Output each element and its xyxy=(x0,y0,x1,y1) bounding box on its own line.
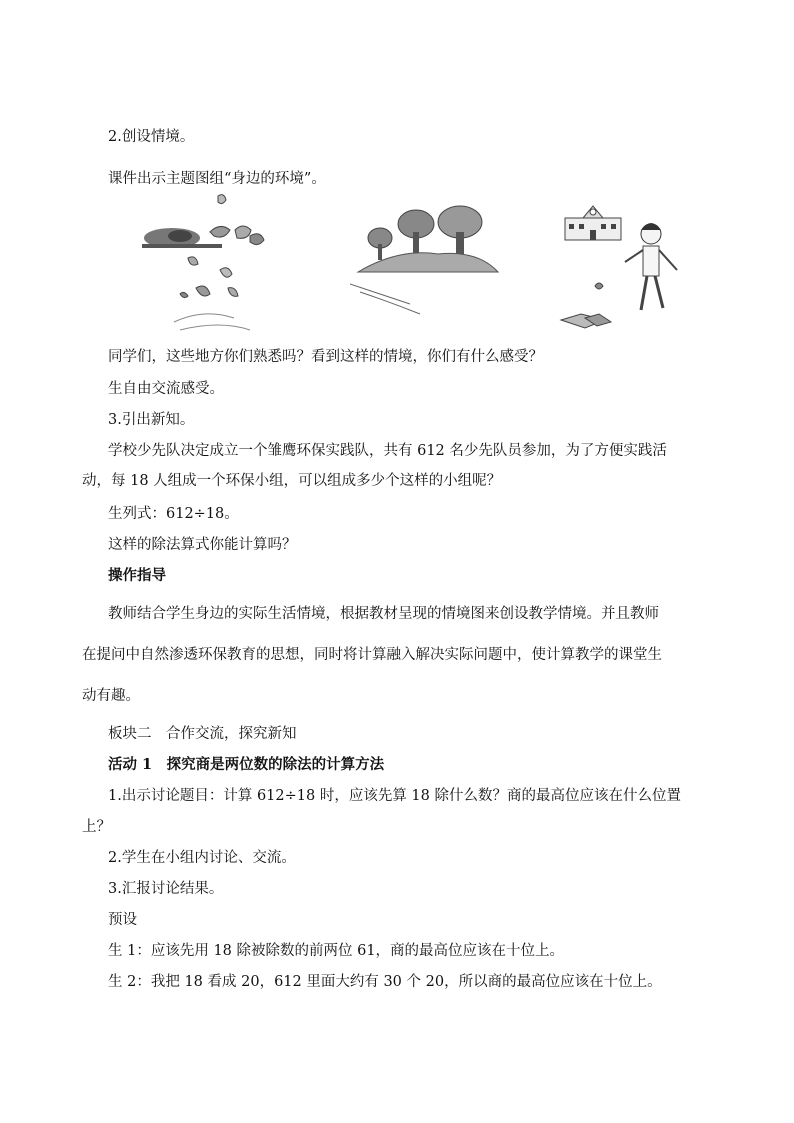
activity-1-heading: 活动 1 探究商是两位数的除法的计算方法 xyxy=(108,756,385,773)
question-line: 同学们，这些地方你们熟悉吗？看到这样的情境，你们有什么感受？ xyxy=(108,349,543,365)
block-2-heading: 板块二 合作交流，探究新知 xyxy=(108,726,297,742)
courseware-line: 课件出示主题图组“身边的环境”。 xyxy=(108,171,326,187)
trees-illustration xyxy=(350,192,500,342)
preset-label: 预设 xyxy=(108,912,137,928)
item-3-line: 3.汇报讨论结果。 xyxy=(108,881,224,897)
free-talk-line: 生自由交流感受。 xyxy=(108,381,224,397)
problem-line-2: 动，每 18 人组成一个环保小组，可以组成多少个这样的小组呢？ xyxy=(82,473,502,489)
can-compute-line: 这样的除法算式你能计算吗？ xyxy=(108,537,297,553)
student-1-line: 生 1：应该先用 18 除被除数的前两位 61，商的最高位应该在十位上。 xyxy=(108,943,565,959)
section-3-heading: 3.引出新知。 xyxy=(108,412,195,428)
item-2-line: 2.学生在小组内讨论、交流。 xyxy=(108,850,296,866)
item-1-line-2: 上？ xyxy=(82,819,111,835)
guidance-line-2: 在提问中自然渗透环保教育的思想，同时将计算融入解决实际问题中，使计算教学的课堂生 xyxy=(82,647,662,663)
guidance-line-1: 教师结合学生身边的实际生活情境，根据教材呈现的情境图来创设教学情境。并且教师 xyxy=(108,606,659,622)
school-boy-illustration xyxy=(555,192,690,342)
litter-illustration xyxy=(140,192,290,342)
problem-line-1: 学校少先队决定成立一个雏鹰环保实践队，共有 612 名少先队员参加，为了方便实践活 xyxy=(108,443,667,459)
formula-line: 生列式：612÷18。 xyxy=(108,506,239,522)
student-2-line: 生 2：我把 18 看成 20，612 里面大约有 30 个 20，所以商的最高位应该在十位上。 xyxy=(108,974,662,990)
guidance-title: 操作指导 xyxy=(108,568,166,584)
guidance-line-3: 动有趣。 xyxy=(82,688,140,704)
section-2-heading: 2.创设情境。 xyxy=(108,129,195,145)
item-1-line-1: 1.出示讨论题目：计算 612÷18 时，应该先算 18 除什么数？商的最高位应该在什么位置 xyxy=(108,788,681,804)
